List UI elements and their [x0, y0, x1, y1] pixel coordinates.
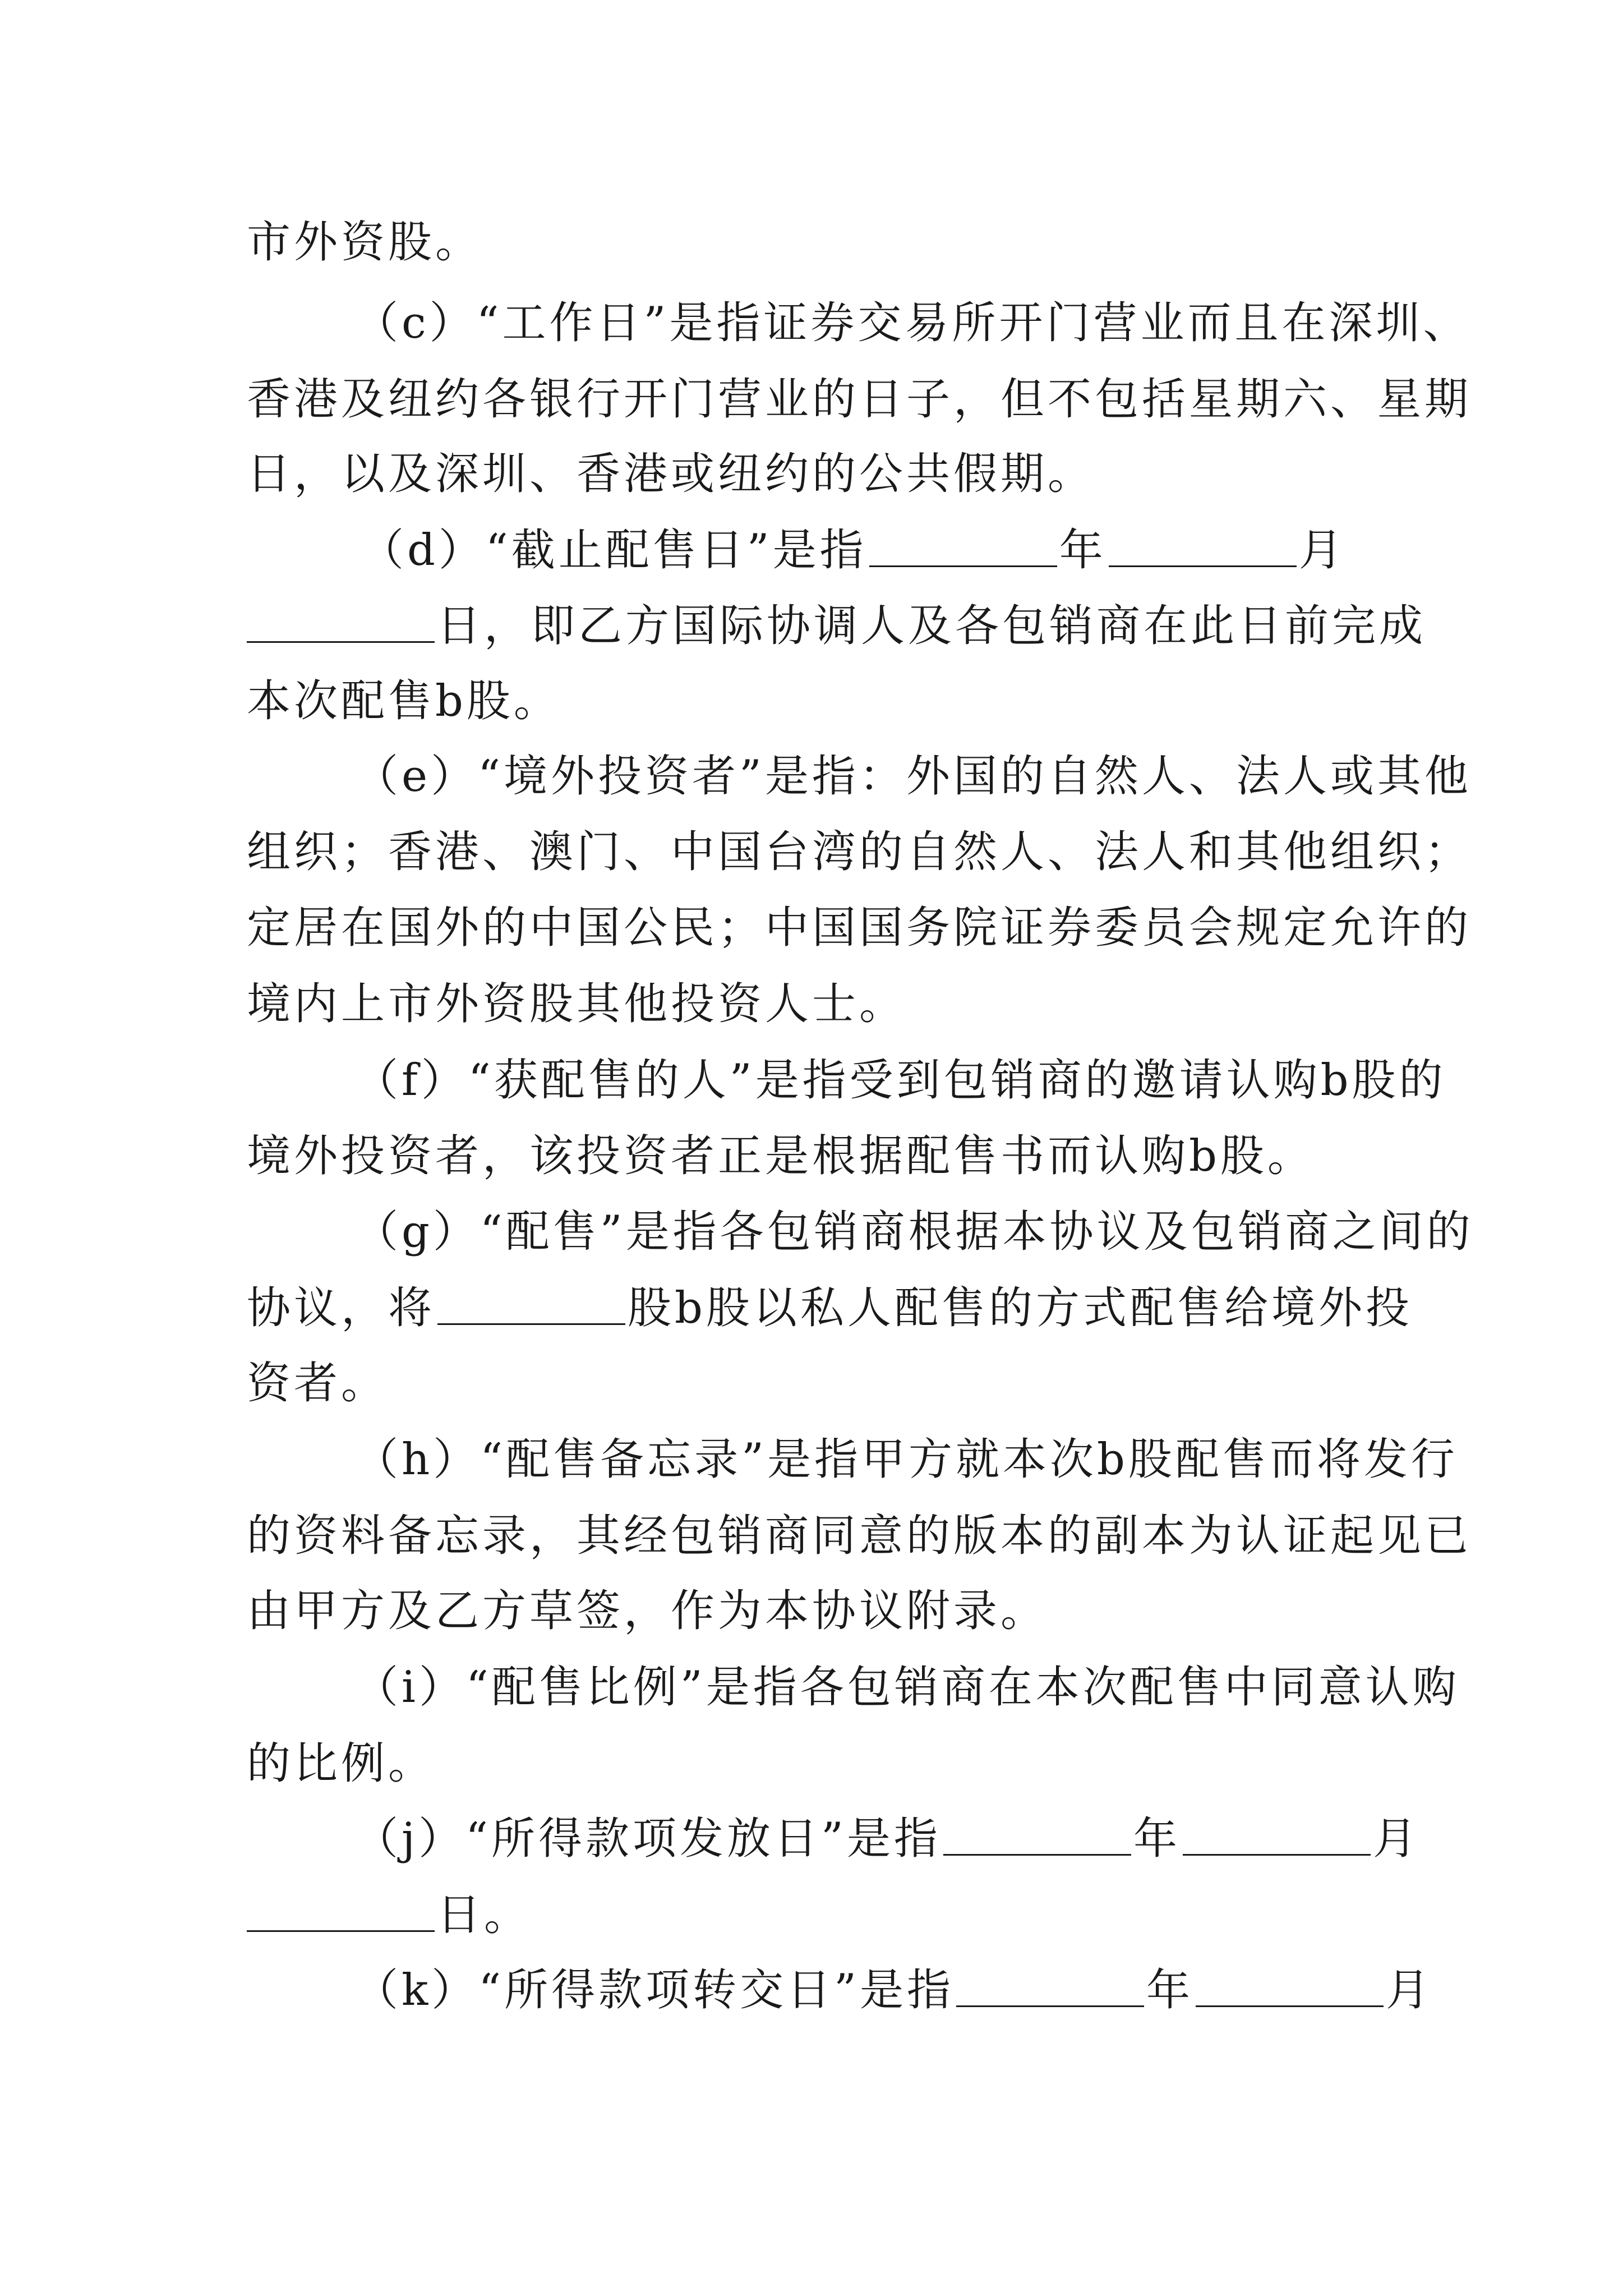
clause-f-line-1: （f）“获配售的人”是指受到包销商的邀请认购b股的	[354, 1055, 1446, 1106]
clause-f-line-2: 境外投资者，该投资者正是根据配售书而认购b股。	[247, 1131, 1315, 1181]
day-label: 日。	[437, 1890, 532, 1940]
blank-line	[1109, 526, 1297, 567]
clause-d-line-1	[360, 522, 1346, 578]
blank-line	[869, 526, 1057, 567]
clause-d-line-2	[247, 598, 1426, 654]
clause-g-line-3: 资者。	[247, 1358, 389, 1409]
month-label: 月	[1298, 525, 1346, 576]
clause-g-line-2	[247, 1280, 1413, 1336]
clause-e-line-2: 组织；香港、澳门、中国台湾的自然人、法人和其他组织；	[247, 827, 1472, 877]
clause-h-line-1: （h）“配售备忘录”是指甲方就本次b股配售而将发行	[354, 1434, 1458, 1485]
clause-e-line-1: （e）“境外投资者”是指：外国的自然人、法人或其他	[354, 751, 1472, 802]
clause-d-line-3: 本次配售b股。	[247, 676, 561, 726]
clause-j-label: （j）“所得款项发放日”是指	[354, 1814, 941, 1864]
month-label: 月	[1372, 1814, 1420, 1864]
text-line: 市外资股。	[247, 217, 483, 268]
clause-h-line-3: 由甲方及乙方草签，作为本协议附录。	[247, 1586, 1048, 1636]
blank-line	[956, 1966, 1144, 2007]
clause-e-line-3: 定居在国外的中国公民；中国国务院证券委员会规定允许的	[247, 903, 1472, 953]
year-label: 年	[1059, 525, 1106, 576]
blank-line	[1196, 1966, 1384, 2007]
month-label: 月	[1386, 1965, 1433, 2016]
clause-h-line-2: 的资料备忘录，其经包销商同意的版本的副本为认证起见已	[247, 1511, 1472, 1561]
clause-g-line-1: （g）“配售”是指各包销商根据本协议及包销商之间的	[354, 1207, 1474, 1257]
clause-d-text: 日，即乙方国际协调人及各包销商在此日前完成	[437, 601, 1427, 651]
clause-c-line-3: 日，以及深圳、香港或纽约的公共假期。	[247, 449, 1095, 499]
blank-line	[437, 1284, 625, 1325]
blank-line	[247, 1891, 435, 1932]
year-label: 年	[1146, 1965, 1194, 2016]
clause-e-line-4: 境内上市外资股其他投资人士。	[247, 979, 907, 1029]
clause-c-line-1: （c）“工作日”是指证券交易所开门营业而且在深圳、	[354, 298, 1470, 348]
clause-d-label: （d）“截止配售日”是指	[360, 525, 867, 576]
year-label: 年	[1133, 1814, 1181, 1864]
blank-line	[943, 1815, 1131, 1856]
blank-line	[1183, 1815, 1371, 1856]
clause-g-text-b: 股b股以私人配售的方式配售给境外投	[628, 1283, 1413, 1333]
clause-j-line-1	[354, 1811, 1420, 1867]
blank-line	[247, 602, 435, 643]
clause-i-line-2: 的比例。	[247, 1738, 436, 1789]
clause-j-line-2	[247, 1887, 531, 1943]
clause-c-line-2: 香港及纽约各银行开门营业的日子，但不包括星期六、星期	[247, 374, 1472, 425]
clause-g-text-a: 协议，将	[247, 1283, 436, 1333]
clause-i-line-1: （i）“配售比例”是指各包销商在本次配售中同意认购	[354, 1662, 1460, 1713]
clause-k-line-1	[354, 1962, 1433, 2018]
clause-k-label: （k）“所得款项转交日”是指	[354, 1965, 955, 2016]
